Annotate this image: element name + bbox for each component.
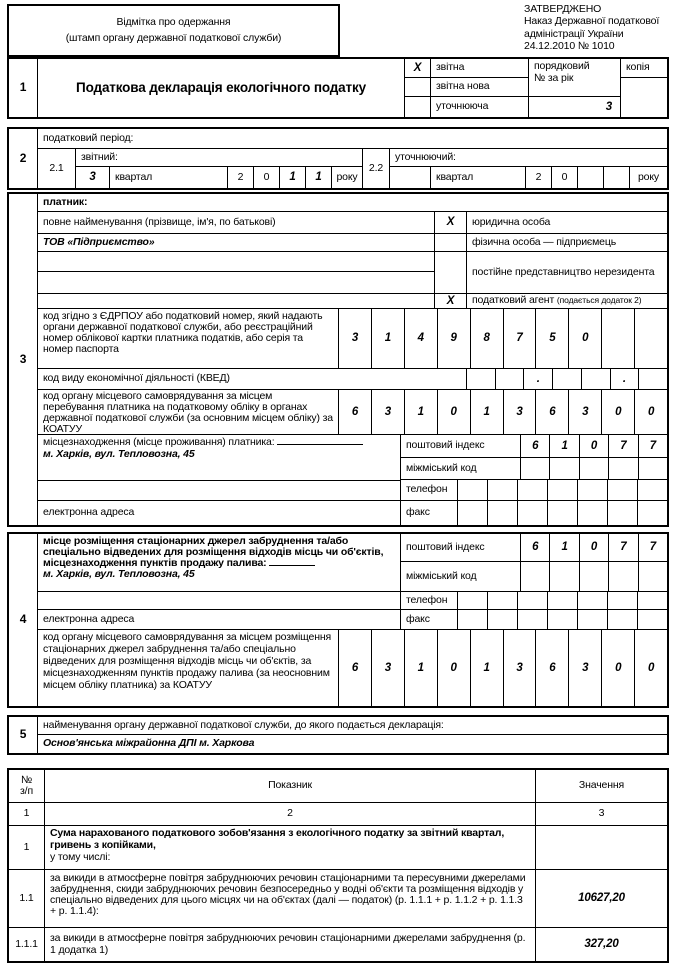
edrpou-cell[interactable]: 7 bbox=[504, 309, 537, 368]
source-location-cell[interactable] bbox=[38, 534, 400, 592]
roku-label: року bbox=[637, 170, 660, 183]
col-num: 1 bbox=[9, 803, 45, 825]
row-number: 1 bbox=[9, 826, 45, 869]
stamp-line1: Відмітка про одержання bbox=[116, 16, 231, 29]
col-header-num: № з/п bbox=[9, 770, 45, 802]
phone-cell[interactable] bbox=[458, 592, 488, 609]
kved-dot-cell: . bbox=[611, 369, 640, 389]
table-row bbox=[9, 870, 667, 928]
phone-cell[interactable] bbox=[488, 592, 518, 609]
row-value[interactable] bbox=[536, 826, 667, 869]
fop-checkbox[interactable] bbox=[435, 234, 467, 251]
payer-name-value[interactable]: ТОВ «Підприємство» bbox=[38, 234, 435, 251]
koatuu-cell[interactable]: 0 bbox=[602, 630, 635, 706]
fax-cell[interactable] bbox=[578, 501, 608, 525]
section-3-number: 3 bbox=[9, 194, 38, 525]
legal-entity-label: юридична особа bbox=[472, 215, 551, 228]
postal-cell[interactable]: 0 bbox=[580, 534, 609, 561]
clarifying-label: уточнюючий: bbox=[390, 149, 667, 167]
koatuu-cell[interactable]: 1 bbox=[405, 630, 438, 706]
table-row bbox=[9, 928, 667, 961]
row-value[interactable]: 10627,20 bbox=[578, 892, 625, 905]
source-location-label: місце розміщення стаціонарних джерел забруднення та/або спеціально відведених для розміщення відходів місць чи об'єктів, місцезнаходження пунктів продажу палива: bbox=[43, 535, 384, 569]
kved-cell[interactable] bbox=[467, 369, 496, 389]
phone-cell[interactable] bbox=[488, 480, 518, 500]
receipt-stamp-box bbox=[7, 4, 340, 57]
phone-cell[interactable] bbox=[458, 480, 488, 500]
area-code-cell[interactable] bbox=[550, 562, 579, 591]
nonresident-checkbox[interactable] bbox=[435, 252, 467, 293]
kved-cell[interactable] bbox=[639, 369, 667, 389]
year-digit[interactable]: 0 bbox=[254, 167, 280, 188]
edrpou-cell[interactable]: 0 bbox=[569, 309, 602, 368]
tax-agent-note: (подається додаток 2) bbox=[556, 295, 642, 306]
serial-label: порядковий № за рік bbox=[529, 59, 620, 97]
row-indicator: за викиди в атмосферне повітря забруднюючих речовин стаціонарними та пересувними джерелами забруднення, скиди забруднюючих речовин безпосередньо у водні об'єкти та розміщення відходів у спеціально відведених для цього місцях чи на об'єктах (далі — податок) (р. 1.1.1 + р. 1.1.2 + р. 1.1.3 + р. 1.1.4): bbox=[45, 870, 536, 927]
empty-name-row[interactable] bbox=[38, 252, 434, 272]
area-code-cell[interactable] bbox=[639, 458, 667, 479]
tax-office-label: найменування органу державної податкової служби, до якого подається декларація: bbox=[38, 717, 667, 735]
code-2-2: 2.2 bbox=[363, 149, 390, 188]
kved-label: код виду економічної діяльності (КВЕД) bbox=[38, 369, 467, 389]
copy-label: копія bbox=[621, 59, 667, 78]
fax-cell[interactable] bbox=[548, 501, 578, 525]
kved-cell[interactable] bbox=[553, 369, 582, 389]
koatuu-cell[interactable]: 0 bbox=[647, 661, 655, 674]
koatuu-cell[interactable]: 0 bbox=[602, 390, 635, 434]
year-digit[interactable]: 1 bbox=[280, 167, 306, 188]
tax-agent-label: податковий агент (подається додаток 2) bbox=[472, 294, 642, 307]
period-label: податковий період: bbox=[38, 129, 667, 149]
edrpou-cell[interactable]: 5 bbox=[536, 309, 569, 368]
edrpou-cell[interactable]: 8 bbox=[471, 309, 504, 368]
area-code-cell[interactable] bbox=[580, 562, 609, 591]
postal-index-label: поштовий індекс bbox=[401, 534, 521, 561]
phone-cell[interactable] bbox=[608, 592, 638, 609]
area-code-label: міжміський код bbox=[401, 562, 521, 591]
roku-label: року bbox=[336, 170, 358, 183]
phone-cell[interactable] bbox=[578, 592, 608, 609]
koatuu-cell[interactable]: 6 bbox=[536, 630, 569, 706]
fax-cell[interactable] bbox=[458, 501, 488, 525]
code-2-1: 2.1 bbox=[38, 149, 76, 188]
koatuu-cell[interactable]: 3 bbox=[569, 390, 602, 434]
approved-line: адміністрації України bbox=[524, 27, 624, 40]
fax-cell[interactable] bbox=[638, 501, 667, 525]
phone-label: телефон bbox=[401, 592, 458, 609]
tax-agent-checkbox[interactable]: X bbox=[435, 294, 467, 308]
label-zvitna: звітна bbox=[431, 59, 528, 78]
fax-cell[interactable] bbox=[488, 610, 518, 629]
row-value[interactable]: 327,20 bbox=[584, 938, 619, 951]
col-header-indicator: Показник bbox=[45, 770, 536, 802]
edrpou-label: код згідно з ЄДРПОУ або податковий номер, який надають органи державної податкової служби, або реєстраційний номер облікової картки платника податків, або серія та номер паспорта bbox=[38, 309, 339, 368]
serial-value[interactable]: 3 bbox=[605, 100, 612, 113]
koatuu-cell[interactable]: 1 bbox=[471, 390, 504, 434]
year-digit[interactable]: 1 bbox=[306, 167, 332, 188]
label-zvitna-nova: звітна нова bbox=[431, 78, 528, 97]
copy-column bbox=[621, 59, 667, 117]
clarifying-quarter-value[interactable] bbox=[390, 167, 431, 188]
postal-index-label: поштовий індекс bbox=[401, 435, 521, 457]
empty-name-row[interactable] bbox=[38, 294, 435, 308]
edrpou-cell[interactable]: 9 bbox=[438, 309, 471, 368]
edrpou-cell[interactable]: 4 bbox=[405, 309, 438, 368]
approved-line: ЗАТВЕРДЖЕНО bbox=[524, 3, 602, 15]
phone-label: телефон bbox=[401, 480, 458, 500]
postal-cell[interactable]: 7 bbox=[649, 439, 656, 452]
postal-cell[interactable]: 7 bbox=[649, 541, 656, 554]
koatuu-main-label: код органу місцевого самоврядування за місцем перебування платника на податковому обліку в органах державної податкової служби (за основним місцем обліку) за КОАТУУ bbox=[38, 390, 339, 434]
phone-cell[interactable] bbox=[638, 480, 667, 500]
koatuu-cell[interactable]: 6 bbox=[339, 390, 372, 434]
area-code-cell[interactable] bbox=[609, 458, 638, 479]
approved-line: Наказ Державної податкової bbox=[524, 15, 660, 28]
payer-label: платник: bbox=[38, 194, 667, 212]
section-1-number: 1 bbox=[9, 59, 38, 117]
koatuu-cell[interactable]: 3 bbox=[504, 630, 537, 706]
reporting-quarter-value[interactable]: 3 bbox=[76, 167, 110, 188]
phone-cell[interactable] bbox=[608, 480, 638, 500]
location-underline bbox=[269, 558, 315, 566]
section-2-number: 2 bbox=[9, 129, 38, 188]
kved-dot-cell: . bbox=[524, 369, 553, 389]
year-digit[interactable]: 2 bbox=[228, 167, 254, 188]
stamp-line2: (штамп органу державної податкової служби) bbox=[65, 31, 282, 44]
koatuu-cell[interactable]: 0 bbox=[438, 630, 471, 706]
reporting-label: звітний: bbox=[76, 149, 362, 167]
nonresident-label: постійне представництво нерезидента bbox=[472, 265, 655, 278]
section-1 bbox=[7, 57, 669, 119]
mark-utochnyuyucha[interactable] bbox=[405, 97, 430, 117]
phone-cell[interactable] bbox=[518, 480, 548, 500]
postal-cell[interactable]: 1 bbox=[550, 435, 579, 457]
clarifying-period-block bbox=[390, 149, 667, 188]
koatuu-cell[interactable]: 3 bbox=[569, 630, 602, 706]
row-indicator: Сума нарахованого податкового зобов'язання з екологічного податку за звітний квартал, гривень з копійками, у тому числі: bbox=[45, 826, 536, 869]
year-digit[interactable] bbox=[604, 167, 630, 188]
col-num: 2 bbox=[45, 803, 536, 825]
section-4 bbox=[7, 532, 669, 708]
fax-cell[interactable] bbox=[608, 610, 638, 629]
fax-cell[interactable] bbox=[458, 610, 488, 629]
label-utochnyuyucha: уточнююча bbox=[436, 100, 489, 113]
column-number-row bbox=[9, 803, 667, 826]
kved-cell[interactable] bbox=[582, 369, 611, 389]
address-value[interactable]: м. Харків, вул. Тепловозна, 45 bbox=[43, 447, 195, 460]
quarter-label: квартал bbox=[431, 167, 526, 188]
col-num: 3 bbox=[598, 807, 605, 820]
koatuu-cell[interactable]: 3 bbox=[372, 630, 405, 706]
fax-cell[interactable] bbox=[518, 501, 548, 525]
postal-cell[interactable]: 6 bbox=[521, 435, 550, 457]
area-code-cell[interactable] bbox=[550, 458, 579, 479]
serial-column bbox=[529, 59, 621, 117]
postal-cell[interactable]: 7 bbox=[609, 435, 638, 457]
section-4-number: 4 bbox=[9, 534, 38, 706]
phone-cell[interactable] bbox=[578, 480, 608, 500]
tax-office-value[interactable]: Основ'янська міжрайонна ДПІ м. Харкова bbox=[43, 737, 255, 750]
table-row bbox=[9, 826, 667, 870]
area-code-cell[interactable] bbox=[521, 562, 550, 591]
source-location-value[interactable]: м. Харків, вул. Тепловозна, 45 bbox=[43, 567, 195, 580]
legal-entity-checkbox[interactable]: X bbox=[435, 212, 467, 233]
section-2 bbox=[7, 127, 669, 190]
area-code-label: міжміський код bbox=[401, 458, 521, 479]
approved-line: 24.12.2010 № 1010 bbox=[524, 40, 615, 53]
row-number: 1.1 bbox=[9, 870, 45, 927]
table-header-row bbox=[9, 770, 667, 803]
fax-cell[interactable] bbox=[578, 610, 608, 629]
kved-cell[interactable] bbox=[496, 369, 525, 389]
mark-zvitna[interactable]: X bbox=[405, 59, 430, 78]
indicators-table bbox=[7, 768, 669, 963]
year-digit[interactable]: 2 bbox=[526, 167, 552, 188]
col-header-value: Значення bbox=[578, 779, 625, 792]
edrpou-cell[interactable] bbox=[602, 309, 635, 368]
quarter-label: квартал bbox=[110, 167, 228, 188]
fax-cell[interactable] bbox=[518, 610, 548, 629]
type-mark-column bbox=[405, 59, 431, 117]
row-indicator: за викиди в атмосферне повітря забруднюючих речовин стаціонарними джерелами забруднення (р. 1 додатка 1) bbox=[45, 928, 536, 961]
fax-cell[interactable] bbox=[608, 501, 638, 525]
fax-cell[interactable] bbox=[488, 501, 518, 525]
edrpou-cell[interactable] bbox=[635, 309, 667, 368]
fax-label: факс bbox=[401, 501, 458, 525]
fop-label: фізична особа — підприємець bbox=[472, 235, 617, 248]
mark-zvitna-nova[interactable] bbox=[405, 78, 430, 97]
edrpou-cell[interactable]: 1 bbox=[372, 309, 405, 368]
section-5-number: 5 bbox=[9, 717, 38, 753]
area-code-cell[interactable] bbox=[639, 562, 667, 591]
koatuu-cell[interactable]: 0 bbox=[438, 390, 471, 434]
type-label-column bbox=[431, 59, 529, 117]
section-5 bbox=[7, 715, 669, 755]
email-label: електронна адреса bbox=[43, 612, 135, 625]
phone-cell[interactable] bbox=[518, 592, 548, 609]
form-title: Податкова декларація екологічного податку bbox=[38, 59, 405, 117]
koatuu-source-label: код органу місцевого самоврядування за місцем розміщення стаціонарних джерел забруднення та/або спеціально відведених для розміщення відходів місць чи об'єктів, за місцезнаходженням пунктів продажу палива (за неосновним місцем обліку платника) за КОАТУУ bbox=[38, 630, 339, 706]
email-label: електронна адреса bbox=[43, 506, 135, 519]
phone-cell[interactable] bbox=[548, 592, 578, 609]
koatuu-cell[interactable]: 1 bbox=[471, 630, 504, 706]
reporting-period-block bbox=[76, 149, 363, 188]
area-code-cell[interactable] bbox=[580, 458, 609, 479]
koatuu-cell[interactable]: 6 bbox=[339, 630, 372, 706]
empty-name-row[interactable] bbox=[38, 272, 434, 293]
edrpou-cell[interactable]: 3 bbox=[339, 309, 372, 368]
year-digit[interactable] bbox=[578, 167, 604, 188]
fax-label: факс bbox=[401, 610, 458, 629]
phone-cell[interactable] bbox=[548, 480, 578, 500]
copy-cell[interactable] bbox=[621, 78, 667, 117]
koatuu-cell[interactable]: 1 bbox=[405, 390, 438, 434]
postal-cell[interactable]: 6 bbox=[521, 534, 550, 561]
phone-cell[interactable] bbox=[638, 592, 667, 609]
koatuu-cell[interactable]: 3 bbox=[504, 390, 537, 434]
section-3 bbox=[7, 192, 669, 527]
payer-address-cell[interactable] bbox=[38, 435, 400, 481]
address-underline bbox=[277, 437, 363, 445]
postal-cell[interactable]: 7 bbox=[609, 534, 638, 561]
fax-cell[interactable] bbox=[638, 610, 667, 629]
row-number: 1.1.1 bbox=[9, 928, 45, 961]
empty-location-row[interactable] bbox=[38, 592, 400, 610]
area-code-cell[interactable] bbox=[521, 458, 550, 479]
koatuu-cell[interactable]: 0 bbox=[647, 405, 655, 418]
approved-block bbox=[524, 3, 674, 53]
area-code-cell[interactable] bbox=[609, 562, 638, 591]
address-label: місцезнаходження (місце проживання) платника: bbox=[43, 436, 275, 448]
koatuu-cell[interactable]: 6 bbox=[536, 390, 569, 434]
koatuu-cell[interactable]: 3 bbox=[372, 390, 405, 434]
fax-cell[interactable] bbox=[548, 610, 578, 629]
postal-cell[interactable]: 0 bbox=[580, 435, 609, 457]
empty-address-row[interactable] bbox=[38, 481, 400, 501]
year-digit[interactable]: 0 bbox=[552, 167, 578, 188]
full-name-label: повне найменування (прізвище, ім'я, по батькові) bbox=[38, 212, 435, 233]
postal-cell[interactable]: 1 bbox=[550, 534, 579, 561]
